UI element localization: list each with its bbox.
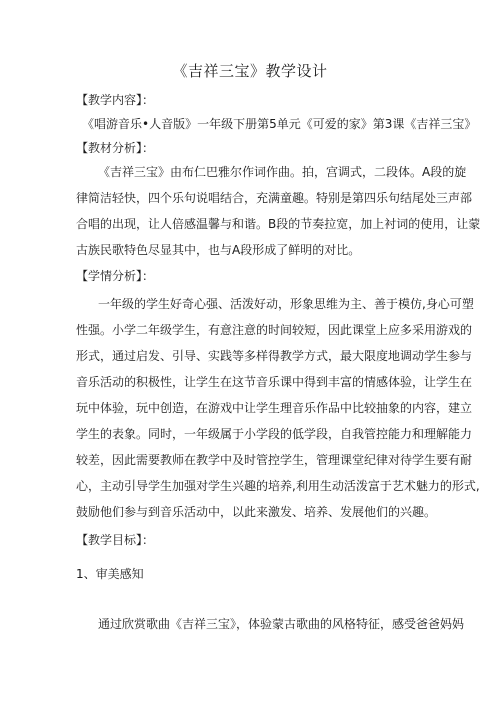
students-line: 心，主动引导学生加强对学生兴趣的培养,利用生动活泼富于艺术魅力的形式, xyxy=(76,479,480,493)
students-line: 性强。小学二年级学生，有意注意的时间较短，因此课堂上应多采用游戏的 xyxy=(76,323,473,337)
students-line: 玩中体验，玩中创造，在游戏中让学生理音乐作品中比较抽象的内容，建立 xyxy=(76,401,473,415)
material-line: 古族民歌特色尽显其中，也与A段形成了鲜明的对比。 xyxy=(76,243,361,257)
students-line: 形式，通过启发、引导、实践等多样得教学方式，最大限度地调动学生参与 xyxy=(76,349,473,363)
document-title: 《吉祥三宝》教学设计 xyxy=(172,62,328,80)
goals-subheading: 1、审美感知 xyxy=(76,567,144,581)
material-line: 《吉祥三宝》由布仁巴雅尔作词作曲。拍，宫调式，二段体。A段的旋 xyxy=(98,165,467,179)
students-line: 较差，因此需要教师在教学中及时管控学生，管理课堂纪律对待学生要有耐 xyxy=(76,453,473,467)
section-heading-content: 【教学内容】： xyxy=(76,93,155,107)
students-line: 鼓励他们参与到音乐活动中，以此来激发、培养、发展他们的兴趣。 xyxy=(76,505,437,519)
material-line: 合唱的出现，让人倍感温馨与和谐。B段的节奏拉宽，加上衬词的使用，让蒙 xyxy=(76,217,481,231)
students-line: 学生的表象。同时，一年级属于小学段的低学段，自我管控能力和理解能力 xyxy=(76,427,473,441)
goals-line: 通过欣赏歌曲《吉祥三宝》，体验蒙古歌曲的风格特征，感受爸爸妈妈 xyxy=(98,617,465,631)
material-line: 律简洁轻快，四个乐句说唱结合，充满童趣。特别是第四乐句结尾处三声部 xyxy=(76,191,473,205)
section-heading-goals: 【教学目标】： xyxy=(76,533,155,547)
students-line: 音乐活动的积极性，让学生在这节音乐课中得到丰富的情感体验，让学生在 xyxy=(76,375,473,389)
students-line: 一年级的学生好奇心强、活泼好动，形象思维为主、善于模仿,身心可塑 xyxy=(98,297,474,311)
section-heading-students: 【学情分析】： xyxy=(76,269,155,283)
content-line: 《唱游音乐•人音版》一年级下册第5单元《可爱的家》第3课《吉祥三宝》 xyxy=(82,117,477,131)
section-heading-material: 【教材分析】： xyxy=(76,141,155,155)
